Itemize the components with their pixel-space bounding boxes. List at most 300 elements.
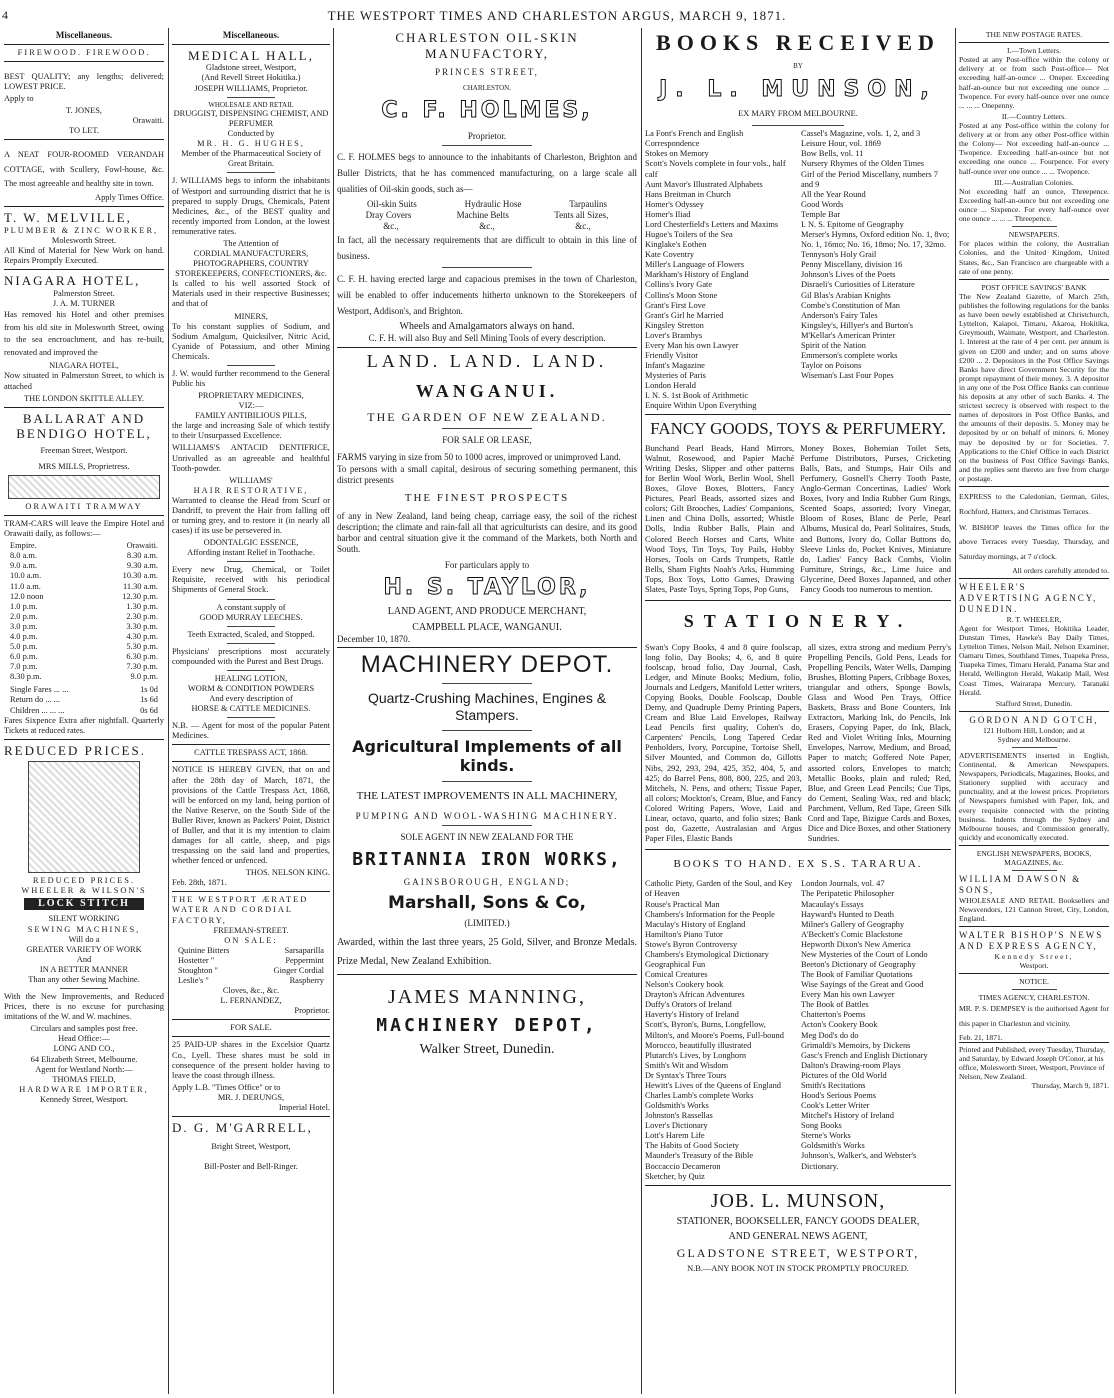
for-sale-title: FOR SALE.	[230, 1023, 272, 1033]
book-item: Hayward's Hunted to Death	[801, 909, 894, 919]
fernandez: L. FERNANDEZ,	[220, 996, 282, 1006]
proprietary-medicines: PROPRIETARY MEDICINES,	[198, 391, 304, 401]
sale-row	[172, 946, 330, 956]
finest-body: of any in New Zealand, land being cheap, carriage easy, the soil of the richest description; the climate and rain-fall all that agriculturists can desire, and its good harbor and central situation give it the command of the Markets, both North and South.	[337, 511, 637, 554]
tram-row	[4, 622, 164, 632]
book-item: Lover's Brambys	[645, 330, 703, 340]
book-item: Dalton's Drawing-room Plays	[801, 1060, 901, 1070]
book-item: Bow Bells, vol. 11	[801, 149, 864, 159]
book-item: Rouse's Practical Man	[645, 899, 720, 909]
sale-row	[172, 956, 330, 966]
tram-row-cell: 5.30 p.m.	[126, 642, 158, 652]
sewing-machine-illustration	[28, 761, 140, 873]
book-item: Collins's Moon Stone	[645, 290, 718, 300]
book-item: Kingsley's, Hillyer's and Burton's	[801, 320, 913, 330]
book-item: Grimaldi's Memoirs, by Dickens	[801, 1040, 911, 1050]
book-item: London Journals, vol. 47	[801, 879, 885, 889]
tram-row-cell: 8.0 a.m.	[10, 551, 37, 561]
nb-procured: N.B.—ANY BOOK NOT IN STOCK PROMPTLY PROCURED.	[687, 1264, 909, 1274]
niagara-body-2: Now situated in Palmerston Street, to which is attached	[4, 371, 164, 391]
tram-row	[4, 652, 164, 662]
book-item: Penny Miscellany, division 16	[801, 260, 903, 270]
tram-row-cell: 5.0 p.m.	[10, 642, 38, 652]
garrell-title: D. G. M'GARRELL,	[172, 1119, 313, 1135]
book-item: Johnson's, Walker's, and Webster's Dictionary.	[801, 1151, 917, 1171]
druggist: DRUGGIST, DISPENSING CHEMIST, AND PERFUMER	[173, 109, 329, 129]
book-item: Scott's Novels complete in four vols., half calf	[645, 159, 786, 179]
worm-powders: WORM & CONDITION POWDERS	[187, 684, 315, 693]
fares-note: Fares Sixpence Extra after nightfall. Quarterly Tickets at reduced rates.	[4, 715, 164, 735]
tram-row-cell: 1.0 p.m.	[10, 601, 38, 611]
newspapers-body: For places within the colony, the Australian Colonies, and the United Kingdom, United States, &c., San Francisco are chargeable with a rate of one penny.	[959, 239, 1109, 276]
book-item: La Font's French and English Correspondence	[645, 129, 744, 149]
dawson-title: WILLIAM DAWSON & SONS,	[959, 874, 1082, 895]
to-let-heading: TO LET.	[69, 126, 99, 136]
for-sale-lease: FOR SALE OR LEASE,	[442, 434, 532, 445]
column-3	[337, 30, 637, 1390]
book-item: Chambers's Etymological Dictionary	[645, 949, 769, 959]
ballarat-title: BALLARAT AND BENDIGO HOTEL,	[16, 410, 152, 442]
book-item: Charles Lamb's complete Works	[645, 1090, 754, 1100]
stationery	[645, 643, 951, 847]
book-item: Hood's Serious Poems	[801, 1090, 877, 1100]
goods-row	[337, 199, 637, 210]
joseph-williams: JOSEPH WILLIAMS, Proprietor.	[194, 83, 308, 93]
imprint-date: Thursday, March 9, 1871.	[1031, 1081, 1109, 1091]
tram-row-cell: 9.0 p.m.	[130, 672, 158, 682]
cattle-trespass-body: NOTICE IS HEREBY GIVEN, that on and after the 28th day of March, 1871, the provisions of the Cattle Trespass Act, 1868, will be enforced on my land, being portion of the Native Reserve, on the South Side of the Buller River, known as Packers' Point, District of Buller, and that it is my intention to claim damages for all cattle, sheep, and pigs trespassing on the said land and properties, whether fenced or unfenced.	[172, 765, 330, 866]
melville-body: All Kind of Material for New Work on hand. Repairs Promptly Executed.	[4, 246, 164, 266]
express-ad: EXPRESS to the Caledonian, German, Giles, Rochford, Hatters, and Christmas Terraces.	[959, 492, 1109, 516]
column-5	[959, 30, 1109, 1390]
book-item: Goldsmith's Works	[645, 1101, 709, 1111]
goods-row-cell: Tents all Sizes,	[554, 209, 609, 220]
book-item: Tennyson's Holy Grail	[801, 250, 877, 260]
sale-row-cell: Stoughton "	[178, 965, 218, 975]
book-item: Macaulay's Essays	[801, 899, 864, 909]
newspapers-heading: NEWSPAPERS.	[1008, 230, 1060, 240]
book-item: Geographical Fun	[645, 959, 706, 969]
book-item: Spirit of the Nation	[801, 340, 866, 350]
ballarat-owner: MRS MILLS, Proprietress.	[38, 461, 130, 471]
hughes: MR. H. G. HUGHES,	[197, 139, 305, 149]
holmes-body-2: In fact, all the necessary requirements that are difficult to obtain in this line of business.	[337, 234, 637, 261]
medical-hall-address: Gladstone street, Westport,	[205, 63, 297, 73]
fare-row	[4, 706, 164, 716]
goods-row-cell: Oil-skin Suits	[366, 199, 417, 210]
drug-body: Every new Drug, Chemical, or Toilet Requisite, received with his periodical Shipments of General Stock.	[172, 565, 330, 595]
tram-row-cell: 2.30 p.m.	[126, 611, 158, 621]
job-munson: JOB. L. MUNSON,	[710, 1189, 886, 1212]
fare-row-cell: Return do ... ...	[10, 695, 61, 705]
savings-body: The New Zealand Gazette, of March 25th, publishes the following regulations for the banks as have been newly established at Christchurch, Lyttelton, Kaiapoi, Timaru, Akaroa, Hokitika, Greymouth, Waimate, Westport, and Charleston. 1. Interest at the rate of 4 per cent. per annum is given on £200 and under; and on sums above £200 ... 2. Depositors in the Post Office Savings Banks have direct Government Security for the prompt repayment of their money. 3. A depositor in any one of the Post Office Banks can continue his deposits at any other of such Banks. 4. The strictest secrecy is observed with respect to the names of depositors in Post Office Banks, and the amounts of their deposits. 5. Money may be deposited by or on behalf of minors. 6. Money may be deposited by or for Societies. 7. Applications to the Chief Office in each District on the business of Post Office Savings Banks, and the replies sent thereto are free from charge or postage.	[959, 291, 1109, 484]
tram-col-orawaiti: Orawaiti.	[126, 541, 158, 551]
greater-variety: GREATER VARIETY OF WORK	[26, 944, 142, 954]
book-item: Nursery Rhymes of the Olden Times	[801, 159, 925, 169]
long-address: 64 Elizabeth Street, Melbourne.	[30, 1054, 138, 1064]
tram-row-cell: 4.0 p.m.	[10, 631, 38, 641]
proprietor-label: Proprietor.	[294, 1006, 330, 1016]
tram-timetable	[4, 551, 164, 682]
niagara-street: Palmerston Street.	[53, 288, 115, 298]
stationery-left: Swan's Copy Books, 4 and 8 quire foolscap, long folio, Day Books; 4, 6, and 8 quire foolscap, broad folio, Day Journal, Cash, Ledger, and Minute Books; Medium, folio, Journals and Ledgers, Manifold Letter writers, Copying Books, Double Foolscap, Double Demy, and Quadruple Demy Printing Papers, Cream and Blue Laid Envelopes, Railway Lead Pencils first quality, Cohen's do, Carpenters' Pencils, Long Tapered Cedar Penholders, Ivory, Porcupine, Tortoise Shell, Silver Mounted, and Common do, Gillotts Nibs, 292, 293, 294, 425, 352, 404, 5, and 425; do Barrel Pens, 808, 800, 225, and 203, Mitchels, N. Pens, and others; Tissue Paper, all colors; Mockton's, Cream, Blue, and Fancy Colored Writing Papers, Wove, Laid and Linear, octavo, quarto, and folio sizes; Bank post do, Gazette, Australasian and Argus Paper Files, Elastic Bands	[645, 642, 802, 844]
melville-trade: PLUMBER & ZINC WORKER,	[4, 225, 159, 235]
firewood-name: T. JONES,	[66, 106, 102, 116]
town-body: Posted at any Post-office within the colony or delivery at or from such Post-office— Not exceeding half-an-ounce ... Oneper. Exceeding half-an-ounce but not exceeding one ounce ... Twopence. For every half-ounce over one ounce ... ... ... Onepenny.	[959, 55, 1109, 110]
times-agency: TIMES AGENCY, CHARLESTON.	[978, 993, 1090, 1003]
ex-mary: EX MARY FROM MELBOURNE.	[738, 109, 858, 119]
book-item: Leisure Hour, vol. 1869	[801, 139, 881, 149]
tram-row-cell: 12.0 noon	[10, 591, 44, 601]
column-4	[645, 30, 951, 1390]
tram-row	[4, 672, 164, 682]
charleston-label: CHARLESTON.	[463, 83, 511, 92]
manning-machinery-depot: MACHINERY DEPOT,	[376, 1014, 598, 1036]
country-letters: II.—Country Letters.	[1001, 111, 1067, 121]
bishop-ad: W. BISHOP leaves the Times office for the above Terraces every Tuesday, Thursday, and Saturday mornings, at 7 o'clock.	[959, 522, 1109, 561]
apply-times: Apply L.B. "Times Office" or to	[172, 1082, 281, 1092]
garden-nz: THE GARDEN OF NEW ZEALAND.	[367, 410, 607, 425]
book-item: Chambers's Information for the People	[645, 909, 775, 919]
tram-row-cell: 3.30 p.m.	[126, 621, 158, 631]
book-item: Cook's Letter Writer	[801, 1101, 870, 1111]
fares-table	[4, 685, 164, 715]
ww-name: WHEELER & WILSON'S	[21, 886, 147, 896]
lockstitch-banner: LOCK STITCH	[24, 898, 144, 910]
book-item: Lord Chesterfield's Letters and Maxims	[645, 219, 779, 229]
gordon-gotch: GORDON AND GOTCH,	[969, 714, 1099, 725]
advertisements-body: ADVERTISEMENTS inserted in English, Continental, & American Newspapers. Newspapers, Periodicals, Magazines, Books, and Stationery supplied with accuracy and punctuality, and at the lowest prices. Proprietors of Newspapers furnished with Paper, Ink, and every requisite connected with the printing business. Indents through the Sydney and Melbourne houses, and Commission generally, quickly and economically executed.	[959, 750, 1109, 842]
sale-row-cell: Leslie's "	[178, 976, 209, 986]
book-item: Scott's, Byron's, Burns, Longfellow, Milton's, and Moore's Poems, Full-bound Morocco, beautifully illustrated	[645, 1020, 784, 1050]
book-item: Mysteries of Paris	[645, 371, 706, 381]
attention: The Attention of	[223, 238, 279, 248]
book-item: Gil Blas's Arabian Knights	[801, 290, 891, 300]
wanganui-title: WANGANUI.	[415, 380, 559, 401]
niagara-title: NIAGARA HOTEL,	[4, 273, 141, 289]
fare-row	[4, 685, 164, 695]
book-item: Pictures of the Old World	[801, 1070, 887, 1080]
postage-title: THE NEW POSTAGE RATES.	[985, 30, 1083, 39]
book-item: Johnson's Lives of the Poets	[801, 270, 896, 280]
book-item: Smith's Recitations	[801, 1080, 866, 1090]
cattle-trespass-title: CATTLE TRESPASS ACT, 1868.	[194, 748, 308, 758]
fancy-left: Bunchand Pearl Beads, Hand Mirrors, Walnut, Rosewood, and Papier Maché Writing Desks, Slipper and other patterns for Berlin Wool Work, Berlin Wool, Shell Boxes, Glove Boxes, Blotters, Fancy Pictures, Pearl Beads, assorted sizes and colors; Gilt Brooches, Ladies' Companions, Linen and China Dolls, assorted; Whistle Dolls, India Rubber Balls, Plain and Colored Beech Horses and Carts, White Wood Toys, Tin Toys, Toy Pails, Hobby Horses, Tools on Cards Trumpets, Rattle Bells, Sham Fights Noah's Arks, Humming Tops, Box Toys, Lotto Games, Drawing Slates, Paste Toys, Spring Tops, Pop Guns,	[645, 443, 795, 594]
tram-row-cell: 3.0 p.m.	[10, 621, 38, 631]
holborn: 121 Holborn Hill, London; and at	[982, 725, 1086, 735]
country-body: Posted at any Post-office within the colony for delivery at or from any other Post-office within the Colony— Not exceeding half-an-ounce ... Twopence. Exceeding half-an-ounce but not exceeding one ounce ... Fourpence. For every half-ounce over one ounce ... ... Twopence.	[959, 120, 1109, 176]
firewood-title: FIREWOOD. FIREWOOD.	[17, 47, 151, 57]
horse-cattle: HORSE & CATTLE MEDICINES.	[191, 704, 311, 714]
reduced-prices: REDUCED PRICES.	[32, 876, 136, 886]
books-left	[645, 129, 795, 411]
book-item: Sketcher, by Quiz	[645, 1171, 705, 1181]
firewood-body: BEST QUALITY; any lengths; delivered; LOWEST PRICE.	[4, 71, 164, 91]
wheels-amalgamators: Wheels and Amalgamators always on hand.	[399, 321, 575, 333]
tram-row	[4, 632, 164, 642]
book-item: Comical Creatures	[645, 970, 708, 980]
book-item: Enquire Within Upon Everything	[645, 401, 757, 411]
quartz-crushing: Quartz-Crushing Machines, Engines & Stampers.	[367, 690, 607, 723]
book-item: Nelson's Cookery book	[645, 980, 724, 990]
book-item: Drayton's African Adventures	[645, 990, 745, 1000]
book-item: Acton's Cookery Book	[801, 1020, 878, 1030]
goods-row-cell: &c.,	[383, 220, 399, 231]
on-sale: ON SALE:	[224, 935, 278, 945]
wheeler-name: R. T. WHEELER,	[1006, 614, 1062, 624]
fancy-right: Money Boxes, Bohemian Toilet Sets, Perfume Distributors, Purses, Cricketing Balls, Bats, and Stumps, Hair Oils and Perfumery, Gosnell's Cherry Tooth Paste, Anglo-German Concertinas, Ladies' Work Boxes, Ivory and India Rubber Gum Rings, Scented Soaps, assorted; Ivory Vinegar, Bloom of Roses, Blanc de Perle, Pearl Albums, Musical do, Pearl Solitaires, Studs, and Buttons, Ivory do, Collar Buttons do, Sleeve Links do, Pocket Knives, Miniature do, Ladies' Fancy Back Combs, Violin Furniture, Strings, &c., Lime Juice and Glycerine, Deed Boxes Japanned, and other Fancy Goods too numerous to mention.	[800, 443, 951, 594]
dempsey-body: MR. P. S. DEMPSEY is the authorised Agent for this paper in Charleston and vicinity.	[959, 1004, 1109, 1028]
book-item: The Book of Familiar Quotations	[801, 970, 913, 980]
tram-row-cell: 7.0 p.m.	[10, 662, 38, 672]
books-to-hand-title: BOOKS TO HAND. EX S.S. TARARUA.	[673, 858, 923, 871]
book-item: Aunt Mavor's Illustrated Alphabets	[645, 179, 763, 189]
book-item: Catholic Piety, Garden of the Soul, and Key of Heaven	[645, 879, 793, 899]
book-item: Lott's Harem Life	[645, 1131, 705, 1141]
sewing-machines: SEWING MACHINES,	[27, 924, 141, 934]
conducted-by: Conducted by	[227, 129, 275, 139]
williams-body: J. WILLIAMS begs to inform the inhabitants of Westport and surrounding district that he is prepared to supply Drugs, Chemicals, Patent Medicines, &c., of the BEST quality and recently imported from London, at the lowest remunerative rates.	[172, 176, 330, 236]
member-society: Member of the Pharmaceutical Society of Great Britain.	[181, 149, 321, 169]
book-item: London Herald	[645, 381, 696, 391]
book-item: Merser's Hymns, Oxford edition No. 1, 8vo; No. 1, 16mo; No. 16, 18mo; No. 17, 32mo.	[801, 230, 950, 250]
better-manner: IN A BETTER MANNER	[39, 964, 129, 974]
britannia-iron-works: BRITANNIA IRON WORKS,	[352, 848, 622, 870]
goods-row-cell: &c.,	[479, 220, 495, 231]
tram-row-cell: 7.30 p.m.	[126, 662, 158, 672]
tram-row	[4, 612, 164, 622]
freeman-street: FREEMAN-STREET.	[213, 925, 289, 935]
book-item: I. N. S. Epitome of Geography	[801, 219, 904, 229]
newspaper-title: THE WESTPORT TIMES AND CHARLESTON ARGUS, MARCH 9, 1871.	[327, 8, 787, 23]
wheeler-body: Agent for Westport Times, Hokitika Leader, Dunstan Times, Hawke's Bay Daily Times, Lyttelton Times, Nelson Mail, Nelson Examiner, Oamaru Times, Southland Times, Tuapeka Press, Tuapeka Times, Timaru Herald, Panama Star and Herald, Wellington Herald, Wakatip Mail, West Coast Times, Wairarapa Mercury, Taranaki Herald.	[959, 623, 1109, 697]
book-item: Gasc's French and English Dictionary	[801, 1050, 928, 1060]
tram-row-cell: 10.0 a.m.	[10, 571, 42, 581]
book-item: Grant's First Love	[645, 300, 706, 310]
stationer-bookseller: STATIONER, BOOKSELLER, FANCY GOODS DEALER,	[676, 1215, 920, 1227]
book-item: M'Kellar's American Printer	[801, 330, 896, 340]
orders-attended: All orders carefully attended to.	[1012, 566, 1109, 576]
fare-row-cell: Children ... ... ...	[10, 705, 65, 715]
latest-improvements: THE LATEST IMPROVEMENTS IN ALL MACHINERY,	[356, 790, 618, 803]
finest-prospects: THE FINEST PROSPECTS	[404, 492, 570, 505]
fare-row-cell: 1s 0d	[140, 685, 158, 695]
column-rule	[168, 28, 169, 1394]
sale-row	[172, 976, 330, 986]
skittle-alley: THE LONDON SKITTLE ALLEY.	[24, 393, 144, 403]
particulars: For particulars apply to	[444, 560, 530, 571]
oilskin-goods	[337, 199, 637, 231]
book-item: Markham's History of England	[645, 270, 749, 280]
land-agent: LAND AGENT, AND PRODUCE MERCHANT,	[387, 605, 587, 617]
column-rule	[641, 28, 642, 1394]
family-pills: FAMILY ANTIBILIOUS PILLS,	[195, 411, 307, 421]
tram-row-cell: 10.30 a.m.	[122, 571, 158, 581]
cottage-ad: A NEAT FOUR-ROOMED VERANDAH COTTAGE, with Scullery, Fowl-house, &c. The most agreeable and healthy site in town.	[4, 150, 164, 188]
thomas-field: THOMAS FIELD,	[52, 1074, 116, 1084]
book-item: Girl of the Period Miscellany, numbers 7 and 9	[801, 169, 938, 189]
tram-row	[4, 592, 164, 602]
munson-title: J. L. MUNSON,	[659, 76, 937, 102]
fancy-goods	[645, 444, 951, 597]
hand-right	[801, 879, 951, 1181]
book-item: Mitchel's History of Ireland	[801, 1111, 894, 1121]
dawson-body: WHOLESALE AND RETAIL Booksellers and Newsvendors, 121 Cannon Street, City, London, England.	[959, 895, 1109, 923]
bill-poster: Bill-Poster and Bell-Ringer.	[204, 1161, 298, 1171]
book-item: Infant's Magazine	[645, 361, 705, 371]
goods-row	[337, 221, 637, 232]
murray-leeches: GOOD MURRAY LEECHES.	[199, 612, 303, 622]
westport-5: Westport.	[1019, 960, 1049, 970]
book-item: Homer's Odyssey	[645, 199, 704, 209]
book-item: Hans Breitman in Church	[645, 189, 731, 199]
book-item: Hugoe's Toilers of the Sea	[645, 230, 733, 240]
book-item: Boccaccio Decameron	[645, 1161, 721, 1171]
stationery-title: STATIONERY.	[683, 611, 913, 631]
book-item: Wise Sayings of the Great and Good	[801, 980, 924, 990]
tram-row-cell: 9.30 a.m.	[126, 561, 158, 571]
imperial-hotel: Imperial Hotel.	[278, 1102, 330, 1112]
miners: MINERS,	[234, 311, 268, 321]
book-item: Collins's Ivory Gate	[645, 280, 713, 290]
williams-label: WILLIAMS'	[229, 475, 273, 485]
tram-col-empire: Empire.	[10, 541, 37, 551]
book-item: Stokes on Memory	[645, 149, 709, 159]
hand-left	[645, 879, 795, 1181]
book-item: Lover's Dictionary	[645, 1121, 708, 1131]
teeth: Teeth Extracted, Scaled, and Stopped.	[187, 629, 315, 639]
tram-row	[4, 602, 164, 612]
tram-row-cell: 9.0 a.m.	[10, 561, 37, 571]
book-item: Sterne's Works	[801, 1131, 851, 1141]
book-item: Temple Bar	[801, 209, 841, 219]
book-item: Miller's Language of Flowers	[645, 260, 744, 270]
firewood-place: Orawaiti.	[132, 116, 164, 126]
mining-tools: C. F. H. will also Buy and Sell Mining Tools of every description.	[368, 333, 606, 344]
page-number: 4	[2, 8, 9, 22]
will-do: Will do a	[68, 934, 100, 944]
holmes-body-3: C. F. H. having erected large and capacious premises in the town of Charleston, will be enabled to offer inducements hitherto unknown to the Storekeepers of Westport, Addison's, and Brighton.	[337, 273, 637, 317]
agent-westland: Agent for Westland North:—	[35, 1064, 133, 1074]
book-item: Duffy's Orators of Ireland	[645, 1000, 732, 1010]
book-item: The Habits of Good Society	[645, 1141, 739, 1151]
book-item: Hewitt's Lives of the Queens of England	[645, 1080, 781, 1090]
holmes-proprietor: Proprietor.	[467, 130, 507, 141]
book-item: I. N. S. 1st Book of Arithmetic	[645, 391, 749, 401]
tram-row-cell: 8.30 a.m.	[126, 551, 158, 561]
derungs: MR. J. DERUNGS,	[217, 1092, 285, 1102]
sydney-melbourne: Sydney and Melbourne.	[997, 734, 1071, 744]
savings-bank-title: POST OFFICE SAVINGS' BANK	[981, 282, 1087, 292]
wholesale-retail: WHOLESALE AND RETAIL	[208, 100, 294, 109]
book-item: Good Words	[801, 199, 844, 209]
aerated-water-title: THE WESTPORT ÆRATED WATER AND CORDIAL FACTORY,	[172, 895, 309, 925]
bright-street: Bright Street, Westport,	[211, 1141, 291, 1151]
tram-row-cell: 12.30 p.m.	[122, 591, 158, 601]
column-1	[4, 30, 164, 1390]
general-news-agent: AND GENERAL NEWS AGENT,	[728, 1230, 868, 1242]
book-item: Kate Coventry	[645, 250, 695, 260]
tram-row	[4, 662, 164, 672]
sale-row-cell: Quinine Bitters	[178, 945, 230, 955]
book-item: All the Year Round	[801, 189, 866, 199]
limited: (LIMITED.)	[464, 917, 510, 928]
fare-row	[4, 695, 164, 705]
niagara-body: Has removed his Hotel and other premises from his old site in Molesworth Street, owing to the sea encroachment, and has re-built, renovated and improved the	[4, 309, 164, 357]
princes-street: PRINCES STREET,	[435, 67, 539, 78]
campbell-place: CAMPBELL PLACE, WANGANUI.	[412, 621, 562, 633]
book-item: Maculay's History of England	[645, 919, 746, 929]
shares-body: 25 PAID-UP shares in the Excelsior Quartz Co., Lyell. These shares must be sold in consequence of the present holder having to leave the coast through illness.	[172, 1040, 330, 1080]
goods-row-cell: Machine Belts	[456, 209, 509, 220]
fare-row-cell: Single Fares ... ...	[10, 685, 69, 695]
tram-row-cell: 6.30 p.m.	[126, 652, 158, 662]
cattle-date: Feb. 28th, 1871.	[172, 878, 227, 888]
tram-row-cell: 4.30 p.m.	[126, 631, 158, 641]
book-item: Chatterton's Poems	[801, 1010, 866, 1020]
book-item: Every Man his own Lawyer	[801, 990, 895, 1000]
odontalgic-body: Affording instant Relief in Toothache.	[187, 548, 315, 558]
dentifrice: WILLIAMS'S ANTACID DENTIFRICE, Unrivalled as an agreeable and healthful Tooth-powder.	[172, 443, 330, 473]
australian-body: Not exceeding half an ounce, Threepence. Exceeding half-an-ounce but not exceeding one ounce ... Sixpence. For every half-ounce over one ounce ... ... ... Threepence.	[959, 186, 1109, 224]
tramway-title: ORAWAITI TRAMWAY	[25, 502, 143, 512]
book-item: Milner's Gallery of Geography	[801, 919, 905, 929]
fancy-goods-title: FANCY GOODS, TOYS & PERFUMERY.	[650, 419, 946, 439]
australian-colonies: III.—Australian Colonies.	[994, 177, 1074, 187]
melville-name: T. W. MELVILLE,	[4, 210, 132, 226]
cloves: Cloves, &c., &c.	[222, 986, 280, 996]
sale-row-cell: Raspberry	[289, 976, 324, 986]
tram-row	[4, 642, 164, 652]
book-item: Friendly Visitor	[645, 350, 699, 360]
oilskin-title: CHARLESTON OIL-SKIN MANUFACTORY,	[395, 30, 579, 61]
book-item: Every Man his own Lawyer	[645, 340, 739, 350]
hair-body: Warranted to cleanse the Head from Scurf or Dandriff, to prevent the Hair from falling off or turning grey, and to restore it (in nearly all cases) if its use be persevered in.	[172, 495, 330, 536]
sale-row-cell: Ginger Cordial	[273, 965, 324, 975]
farms-body: FARMS varying in size from 50 to 1000 acres, improved or unimproved Land.	[337, 451, 621, 462]
feb-date: Feb. 21, 1871.	[959, 1032, 1003, 1042]
pumping-machinery: PUMPING AND WOOL-WASHING MACHINERY.	[355, 811, 619, 822]
goods-row	[337, 210, 637, 221]
machinery-depot-title: MACHINERY DEPOT.	[360, 651, 614, 679]
goods-row-cell: Tarpaulins	[569, 199, 608, 210]
fare-row-cell: 1s 6d	[140, 695, 158, 705]
book-item: Goldsmith's Works	[801, 1141, 865, 1151]
awarded-medals: Awarded, within the last three years, 25 Gold, Silver, and Bronze Medals. Prize Medal, New Zealand Exhibition.	[337, 936, 637, 967]
sale-row-cell: Peppermint	[285, 955, 324, 965]
stafford-street: Stafford Street, Dunedin.	[995, 698, 1073, 708]
book-item: Grant's Girl he Married	[645, 310, 724, 320]
hair-restorative: HAIR RESTORATIVE,	[193, 485, 309, 495]
book-item: Beeton's Dictionary of Geography	[801, 959, 916, 969]
goods-row-cell: Hydraulic Hose	[464, 199, 522, 210]
sale-row-cell: Sarsaparilla	[284, 945, 324, 955]
section-heading: Miscellaneous.	[222, 30, 280, 40]
books-received-title: BOOKS RECEIVED	[656, 30, 940, 55]
book-item: Kinglake's Eothen	[645, 240, 707, 250]
and-text: And	[76, 954, 92, 964]
wheeler-title: WHEELER'S ADVERTISING AGENCY, DUNEDIN.	[959, 582, 1098, 614]
tram-row	[4, 582, 164, 592]
notice-heading: NOTICE.	[1019, 976, 1049, 986]
book-item: Cassel's Magazine, vols. 1, 2, and 3	[801, 129, 921, 139]
land-title: LAND. LAND. LAND.	[366, 351, 608, 372]
tram-row-cell: 11.0 a.m.	[10, 581, 41, 591]
tram-row	[4, 561, 164, 571]
physicians: Physicians' prescriptions most accurately compounded with the Purest and Best Drugs.	[172, 646, 330, 666]
marshall-sons: Marshall, Sons & Co,	[388, 893, 586, 914]
niagara-name: NIAGARA HOTEL,	[49, 361, 119, 371]
